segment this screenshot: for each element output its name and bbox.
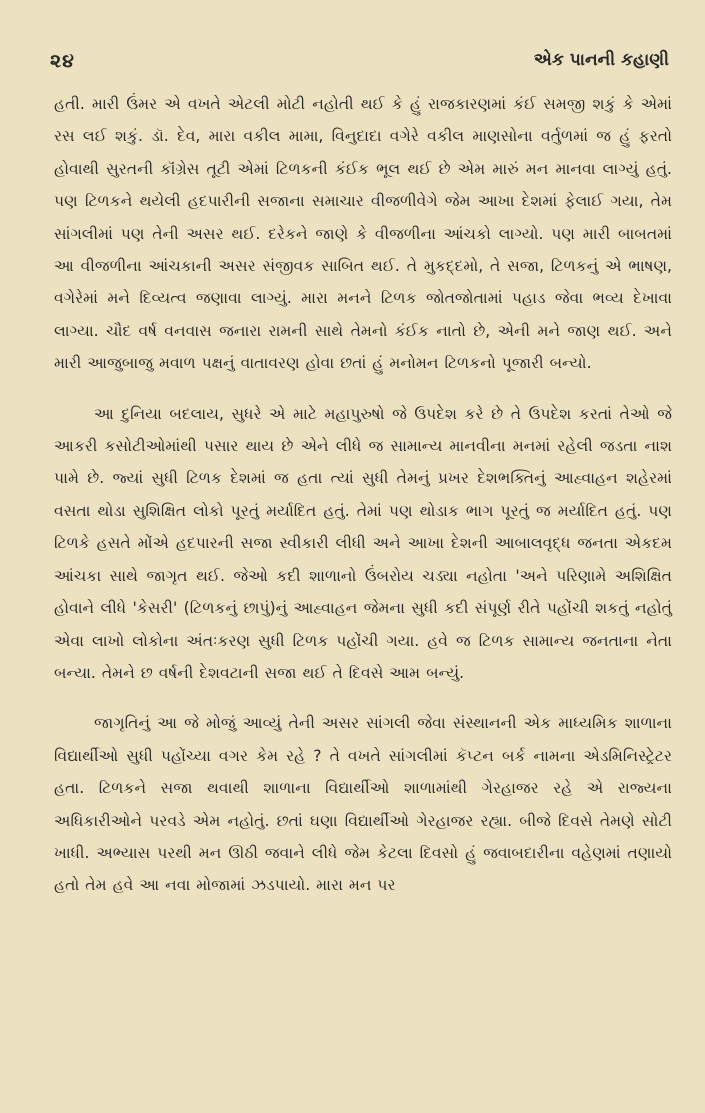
paragraph-2: આ દુનિયા બદલાય, સુધરે એ માટે મહાપુરુષો જે ઉપદેશ કરે છે તે ઉપદેશ કરતાં તેઓ જે આકરી કસોટીઓમાંથી પસાર થાય છે એને લીધે જ સામાન્ય માનવીના મનમાં રહેલી જડતા નાશ પામે છે. જ્યાં સુધી ટિળક દેશમાં જ હતા ત્યાં સુધી તેમનું પ્રખર દેશભક્તિનું આહ્વાહન શહેરમાં વસતા થોડા સુશિક્ષિત લોકો પૂરતું મર્યાદિત હતું. તેમાં પણ થોડાક ભાગ પૂરતું જ મર્યાદિત હતું. પણ ટિળકે હસતે મોંએ હદપારની સજા સ્વીકારી લીધી અને આખા દેશની આબાલવૃદ્ધ જનતા એકદમ આંચકા સાથે જાગૃત થઈ. જેઓ કદી શાળાનો ઉંબરોય ચડ્યા નહોતા 'અને પરિણામે અશિક્ષિત હોવાને લીધે 'કેસરી' (ટિળકનું છાપું)નું આહ્વાહન જેમના સુધી કદી સંપૂર્ણ રીતે પહોંચી શકતું નહોતું એવા લાખો લોકોના અંતઃકરણ સુધી ટિળક પહોંચી ગયા. હવે જ ટિળક સામાન્ય જનતાના નેતા બન્યા. તેમને છ વર્ષની દેશવટાની સજા થઈ તે દિવસે આમ બન્યું. — [54, 404, 672, 682]
paragraph-1: હતી. મારી ઉંમર એ વખતે એટલી મોટી નહોતી થઈ કે હું રાજકારણમાં કંઈ સમજી શકું કે એમાં રસ લઈ શકું. ડૉ. દેવ, મારા વકીલ મામા, વિનુદાદા વગેરે વકીલ માણસોના વર્તુળમાં જ હું ફરતો હોવાથી સુરતની કૉંગ્રેસ તૂટી એમાં ટિળકની કંઈક ભૂલ થઈ છે એમ મારું મન માનવા લાગ્યું હતું. પણ ટિળકને થયેલી હદપારીની સજાના સમાચાર વીજળીવેગે જેમ આખા દેશમાં ફેલાઈ ગયા, તેમ સાંગલીમાં પણ તેની અસર થઈ. દરેકને જાણે કે વીજળીના આંચકો લાગ્યો. પણ મારી બાબતમાં આ વીજળીના આંચકાની અસર સંજીવક સાબિત થઈ. તે મુકદ્દમો, તે સજા, ટિળકનું એ ભાષણ, વગેરેમાં મને દિવ્યત્વ જણાવા લાગ્યું. મારા મનને ટિળક જોતજોતામાં પહાડ જેવા ભવ્ય દેખાવા લાગ્યા. ચૌદ વર્ષ વનવાસ જનારા રામની સાથે તેમનો કંઈક નાતો છે, એની મને જાણ થઈ. અને મારી આજુબાજુ મવાળ પક્ષનું વાતાવરણ હોવા છતાં હું મનોમન ટિળકનો પૂજારી બન્યો. — [54, 95, 672, 373]
page-header — [50, 50, 669, 80]
running-title: એક પાનની કહાણી — [533, 50, 669, 70]
page-number: ૨૪ — [50, 50, 75, 72]
paragraph-3: જાગૃતિનું આ જે મોજું આવ્યું તેની અસર સાંગલી જેવા સંસ્થાનની એક માધ્યમિક શાળાના વિદ્યાર્થીઓ સુધી પહોંચ્યા વગર કેમ રહે ? તે વખતે સાંગલીમાં કૅપ્ટન બર્ક નામના એડમિનિસ્ટ્રેટર હતા. ટિળકને સજા થવાથી શાળાના વિદ્યાર્થીઓ શાળામાંથી ગેરહાજર રહે એ રાજ્યના અધિકારીઓને પરવડે એમ નહોતું. છતાં ઘણા વિદ્યાર્થીઓ ગેરહાજર રહ્યા. બીજે દિવસે તેમણે સોટી ખાધી. અભ્યાસ પરથી મન ઊઠી જવાને લીધે જેમ કેટલા દિવસો હું જવાબદારીના વહેણમાં તણાયો હતો તેમ હવે આ નવા મોજામાં ઝડપાયો. મારા મન પર — [54, 714, 672, 895]
body-text — [54, 88, 672, 920]
